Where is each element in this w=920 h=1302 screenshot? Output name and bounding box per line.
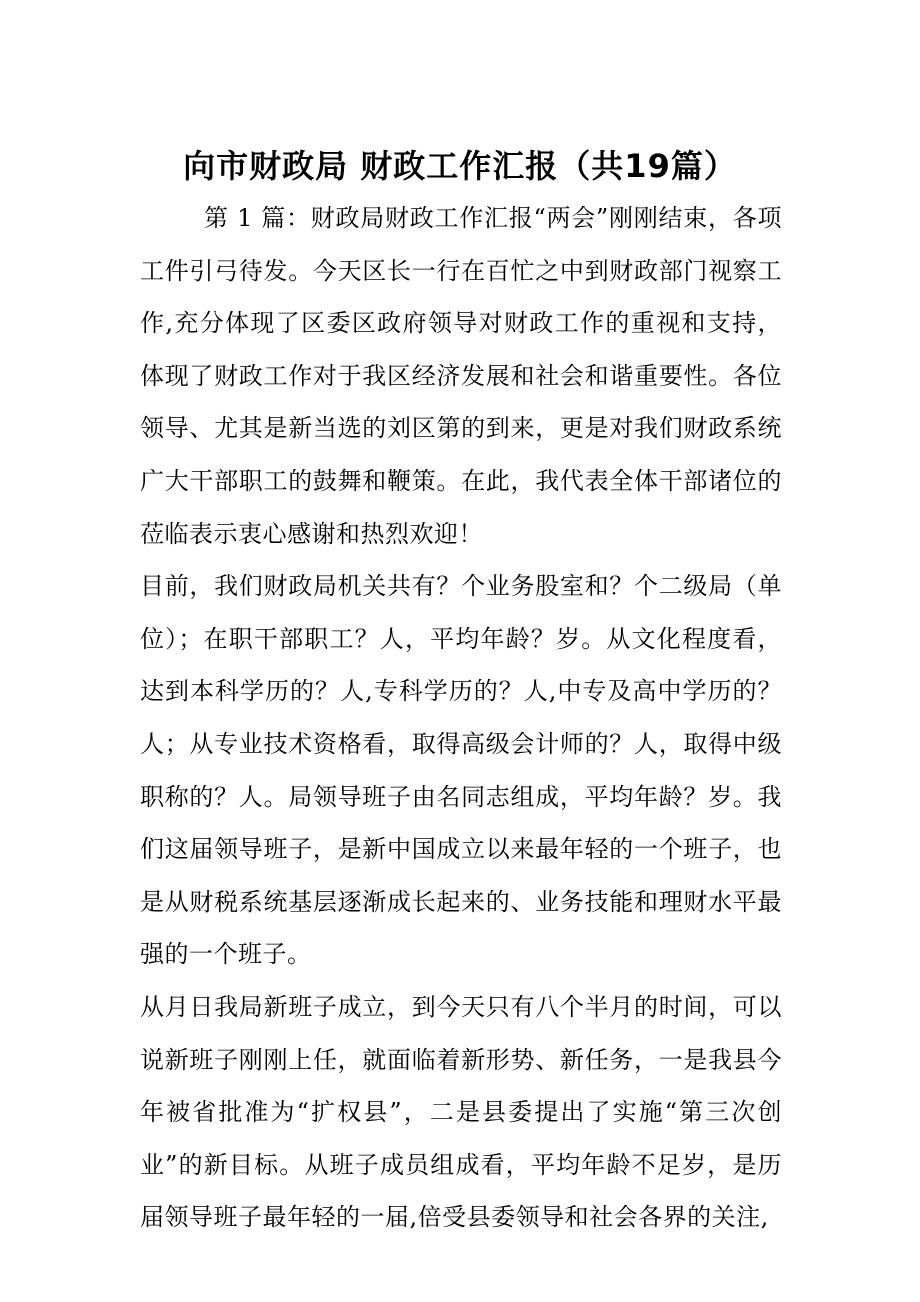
paragraph-3: 从月日我局新班子成立，到今天只有八个半月的时间，可以说新班子刚刚上任，就面临着新形势、新任务，一是我县今年被省批准为“扩权县”，二是县委提出了实施“第三次创业”的新目标。从班子成员组成看，平均年龄不足岁，是历届领导班子最年轻的一届,倍受县委领导和社会各界的关注, (140, 992, 782, 1232)
document-body (140, 192, 782, 1244)
paragraph-1: 第 1 篇：财政局财政工作汇报“两会”刚刚结束，各项工件引弓待发。今天区长一行在百忙之中到财政部门视察工作,充分体现了区委区政府领导对财政工作的重视和支持，体现了财政工作对于我区经济发展和社会和谐重要性。各位领导、尤其是新当选的刘区第的到来，更是对我们财政系统广大干部职工的鼓舞和鞭策。在此，我代表全体干部诸位的莅临表示衷心感谢和热烈欢迎！ (140, 204, 782, 548)
paragraph-2: 目前，我们财政局机关共有？个业务股室和？个二级局（单位）；在职干部职工？人，平均年龄？岁。从文化程度看，达到本科学历的？人,专科学历的？人,中专及高中学历的？人；从专业技术资格看，取得高级会计师的？人，取得中级职称的？人。局领导班子由名同志组成，平均年龄？岁。我们这届领导班子，是新中国成立以来最年轻的一个班子，也是从财税系统基层逐渐成长起来的、业务技能和理财水平最强的一个班子。 (140, 572, 782, 969)
document-title: 向市财政局 财政工作汇报（共19篇） (183, 147, 737, 185)
